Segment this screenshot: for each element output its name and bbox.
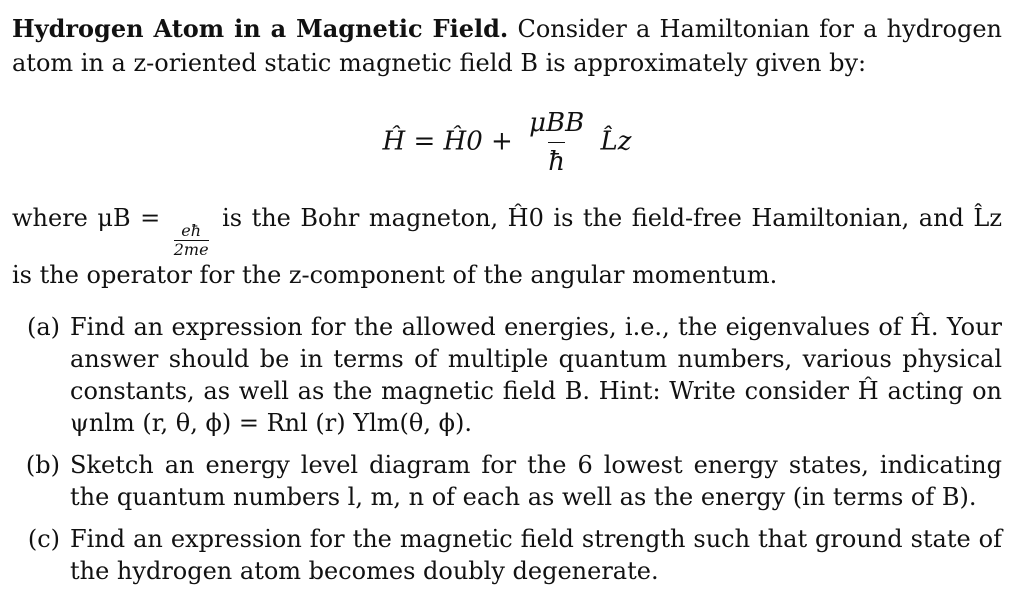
bohr-magneton-fraction: [174, 222, 209, 259]
problem-title: Hydrogen Atom in a Magnetic Field.: [12, 14, 509, 43]
bohr-denominator: 2me: [173, 240, 209, 259]
hamiltonian-equation: [12, 106, 1002, 178]
problem-intro: [12, 12, 1002, 80]
angular-momentum-operator: L̂z: [600, 126, 632, 157]
fraction-numerator: μBB: [529, 108, 585, 138]
problem-page: [12, 12, 1002, 597]
part-text-c: Find an expression for the magnetic field strength such that ground state of the hydrogen atom becomes doubly degenerate.: [70, 525, 1002, 585]
explanation-prefix: where μB =: [12, 204, 170, 232]
bohr-numerator: eħ: [181, 221, 202, 240]
part-text-b: Sketch an energy level diagram for the 6 lowest energy states, indicating the quantum numbers l, m, n of each as well as the energy (in terms of B).: [70, 451, 1002, 511]
equation-plus: +: [491, 126, 513, 157]
part-label-a: (a): [26, 313, 60, 341]
hamiltonian-lhs: Ĥ: [382, 126, 406, 157]
equation-explanation: [12, 202, 1002, 291]
question-part-a: [12, 311, 1002, 439]
field-free-hamiltonian: Ĥ0: [443, 126, 483, 157]
part-text-a: Find an expression for the allowed energies, i.e., the eigenvalues of Ĥ. Your answer should be in terms of multiple quantum numbers, various physical constants, as well as the magnetic field B. Hint: Write consider Ĥ acting on ψnlm (r, θ, ϕ) = Rnl (r) Ylm(θ, ϕ).: [70, 313, 1002, 437]
question-part-c: [12, 523, 1002, 587]
question-part-b: [12, 449, 1002, 513]
explanation-suffix: is the Bohr magneton, Ĥ0 is the field-free Hamiltonian, and L̂z is the operator for the z-component of the angular momentum.: [12, 204, 1003, 289]
part-label-b: (b): [25, 451, 60, 479]
magnetic-fraction: [525, 106, 588, 179]
question-parts: [12, 311, 1002, 587]
fraction-denominator: ħ: [548, 142, 565, 179]
equation-equals: =: [413, 126, 436, 157]
part-label-c: (c): [27, 525, 60, 553]
problem-intro-text: Consider a Hamiltonian for a hydrogen atom in a z-oriented static magnetic field B is approximately given by:: [12, 15, 1003, 77]
